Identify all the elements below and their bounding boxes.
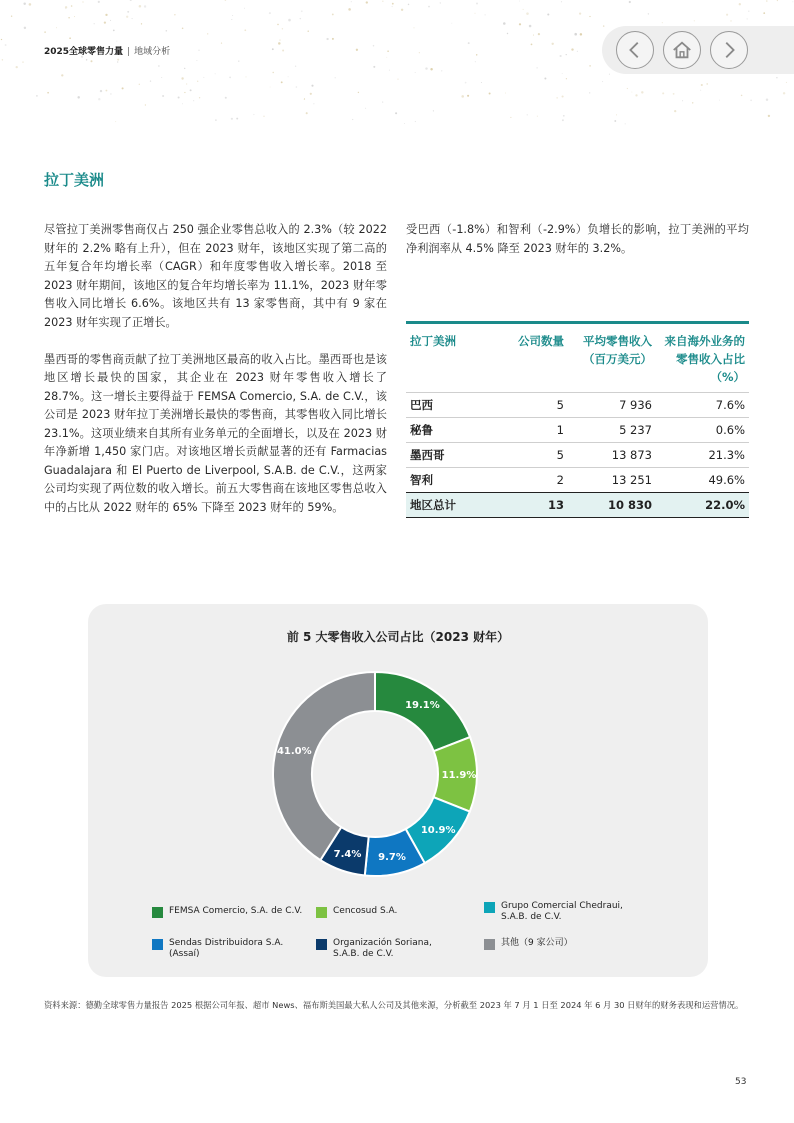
table-cell: 7.6% bbox=[656, 393, 749, 418]
source-footnote: 资料来源：德勤全球零售力量报告 2025 根据公司年报、超市 News、福布斯美国最大私人公司及其他来源，分析截至 2023 年 7 月 1 日至 2024 年 6 月 30 日财年的财务表现和运营情况。 bbox=[44, 1000, 744, 1010]
table-header-foreign-share: 来自海外业务的零售收入占比（%） bbox=[656, 323, 749, 393]
table-cell: 巴西 bbox=[406, 393, 498, 418]
table-row bbox=[406, 418, 749, 443]
table-cell: 21.3% bbox=[656, 443, 749, 468]
legend-item bbox=[316, 906, 466, 918]
table-cell: 5 237 bbox=[568, 418, 656, 443]
chart-title: 前 5 大零售收入公司占比（2023 财年） bbox=[286, 630, 510, 644]
table-cell: 13 873 bbox=[568, 443, 656, 468]
table-cell: 22.0% bbox=[656, 493, 749, 518]
page-number: 53 bbox=[735, 1077, 747, 1087]
table-total-row bbox=[406, 493, 749, 518]
table-header-region: 拉丁美洲 bbox=[406, 323, 498, 393]
table-row bbox=[406, 468, 749, 493]
pie-slice bbox=[273, 672, 375, 860]
section-title: 拉丁美洲 bbox=[44, 171, 105, 189]
table-cell: 5 bbox=[498, 393, 568, 418]
table-header-company-count: 公司数量 bbox=[498, 323, 568, 393]
legend-label: FEMSA Comercio, S.A. de C.V. bbox=[169, 906, 303, 916]
report-title: 2025全球零售力量 bbox=[44, 47, 124, 57]
legend-swatch bbox=[484, 939, 495, 950]
page-navigation bbox=[602, 26, 794, 74]
pie-data-label: 9.7% bbox=[378, 851, 406, 863]
chevron-right-icon bbox=[718, 39, 740, 61]
legend-label: Organización Soriana, S.A.B. de C.V. bbox=[333, 938, 432, 959]
legend-label: Grupo Comercial Chedraui, S.A.B. de C.V. bbox=[501, 901, 623, 922]
table-cell: 5 bbox=[498, 443, 568, 468]
legend-swatch bbox=[152, 939, 163, 950]
table-cell: 10 830 bbox=[568, 493, 656, 518]
prev-page-button[interactable] bbox=[616, 31, 654, 69]
table-cell: 13 251 bbox=[568, 468, 656, 493]
table-cell: 智利 bbox=[406, 468, 498, 493]
legend-label: Sendas Distribuidora S.A. (Assaí) bbox=[169, 938, 284, 959]
legend-item bbox=[152, 906, 312, 918]
table-row bbox=[406, 393, 749, 418]
table-header-avg-revenue: 平均零售收入（百万美元） bbox=[568, 323, 656, 393]
pie-data-label: 19.1% bbox=[405, 700, 440, 712]
legend-swatch bbox=[316, 907, 327, 918]
right-column-text bbox=[406, 221, 749, 277]
latin-america-table bbox=[406, 321, 749, 518]
legend-item bbox=[152, 938, 312, 960]
paragraph-2: 墨西哥的零售商贡献了拉丁美洲地区最高的收入占比。墨西哥也是该地区增长最快的国家，其企业在 2023 财年零售收入增长了 28.7%。这一增长主要得益于 FEMSA Comercio, S.A. de C.V.，该公司是 2023 财年拉丁美洲增长最快的零售商，其零售收入同比增长 23.1%。这项业绩来自其所有业务单元的全面增长，以及在 2023 财年净新增 1,450 家门店。对该地区增长贡献显著的还有 Farmacias Guadalajara 和 El Puerto de Liverpool, S.A.B. de C.V.，这两家公司均实现了两位数的收入增长。前五大零售商在该地区零售总收入中的占比从 2022 财年的 65% 下降至 2023 财年的 59%。 bbox=[44, 352, 387, 514]
legend-swatch bbox=[152, 907, 163, 918]
paragraph-3: 受巴西（-1.8%）和智利（-2.9%）负增长的影响，拉丁美洲的平均净利润率从 4.5% 降至 2023 财年的 3.2%。 bbox=[406, 223, 749, 255]
table-cell: 7 936 bbox=[568, 393, 656, 418]
pie-data-label: 7.4% bbox=[333, 848, 362, 860]
table-row bbox=[406, 443, 749, 468]
table-cell: 地区总计 bbox=[406, 493, 498, 518]
home-button[interactable] bbox=[663, 31, 701, 69]
legend-item bbox=[484, 938, 624, 950]
chart-card bbox=[88, 604, 708, 977]
table-cell: 秘鲁 bbox=[406, 418, 498, 443]
next-page-button[interactable] bbox=[710, 31, 748, 69]
legend-label: 其他（9 家公司） bbox=[501, 938, 573, 948]
legend-item bbox=[484, 901, 624, 923]
chevron-left-icon bbox=[624, 39, 646, 61]
table-header-row bbox=[406, 323, 749, 393]
table-cell: 墨西哥 bbox=[406, 443, 498, 468]
legend-swatch bbox=[484, 902, 495, 913]
left-column-text bbox=[44, 221, 387, 536]
table-cell: 2 bbox=[498, 468, 568, 493]
table-cell: 0.6% bbox=[656, 418, 749, 443]
home-icon bbox=[671, 39, 693, 61]
pie-slice bbox=[375, 672, 470, 751]
pie-data-label: 11.9% bbox=[441, 769, 477, 781]
legend-item bbox=[316, 938, 456, 960]
legend-label: Cencosud S.A. bbox=[333, 906, 398, 916]
table-cell: 49.6% bbox=[656, 468, 749, 493]
header-section: 地域分析 bbox=[134, 47, 171, 57]
table-cell: 1 bbox=[498, 418, 568, 443]
pie-data-label: 10.9% bbox=[420, 824, 456, 836]
legend-swatch bbox=[316, 939, 327, 950]
report-header bbox=[44, 44, 170, 57]
pie-data-label: 41.0% bbox=[276, 746, 312, 758]
header-separator: | bbox=[127, 47, 131, 57]
table-cell: 13 bbox=[498, 493, 568, 518]
paragraph-1: 尽管拉丁美洲零售商仅占 250 强企业零售总收入的 2.3%（较 2022 财年的 2.2% 略有上升），但在 2023 财年，该地区实现了第二高的五年复合年均增长率（CAGR）和年度零售收入增长率。2018 至 2023 财年期间，该地区的复合年均增长率为 11.1%，2023 财年零售收入同比增长 6.6%。该地区共有 13 家零售商，其中有 9 家在 2023 财年实现了正增长。 bbox=[44, 223, 387, 329]
